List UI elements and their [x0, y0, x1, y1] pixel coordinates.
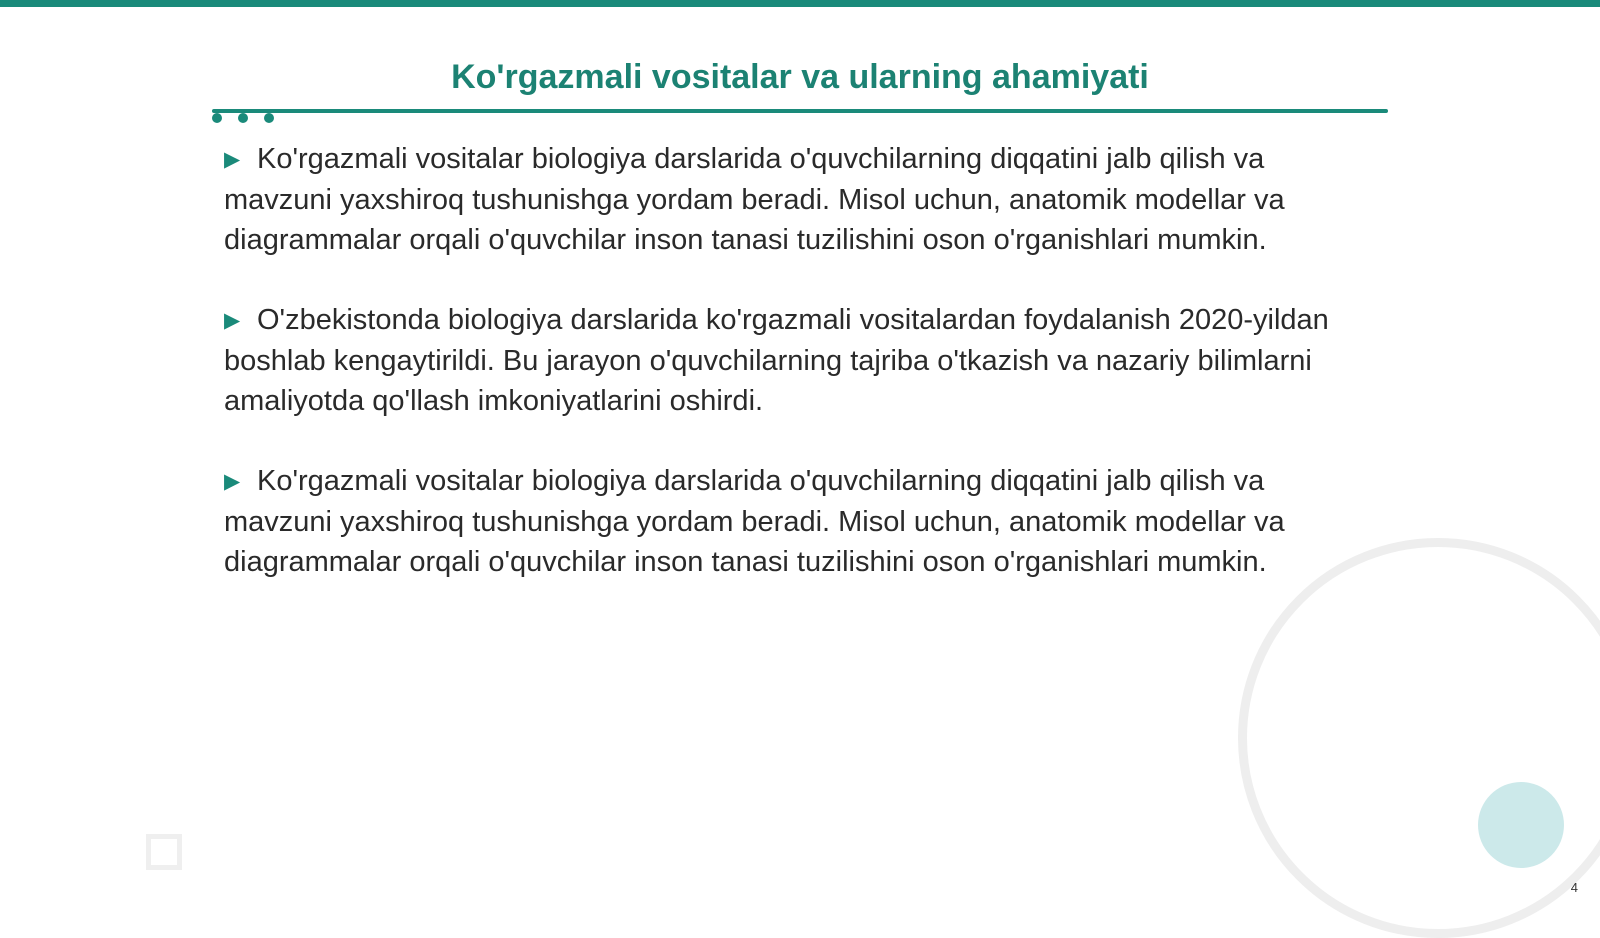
page-number: 4 [1570, 880, 1578, 895]
decorative-dot [212, 113, 222, 123]
bullet-item [224, 461, 1354, 582]
bullet-text: O'zbekistonda biologiya darslarida ko'rgazmali vositalardan foydalanish 2020-yildan boshlab kengaytirildi. Bu jarayon o'quvchilarning tajriba o'tkazish va nazariy bilimlarni amaliyotda qo'llash imkoniyatlarini oshirdi. [224, 304, 1329, 417]
decorative-square [146, 834, 182, 870]
triangle-bullet-icon: ▶ [224, 148, 241, 171]
bullet-text: Ko'rgazmali vositalar biologiya darslarida o'quvchilarning diqqatini jalb qilish va mavzuni yaxshiroq tushunishga yordam beradi. Misol uchun, anatomik modellar va diagrammalar orqali o'quvchilar inson tanasi tuzilishini oson o'rganishlari mumkin. [224, 143, 1285, 256]
slide-title: Ko'rgazmali vositalar va ularning ahamiyati [451, 58, 1149, 96]
triangle-bullet-icon: ▶ [224, 309, 241, 332]
triangle-bullet-icon: ▶ [224, 470, 241, 493]
bullet-text: Ko'rgazmali vositalar biologiya darslarida o'quvchilarning diqqatini jalb qilish va mavzuni yaxshiroq tushunishga yordam beradi. Misol uchun, anatomik modellar va diagrammalar orqali o'quvchilar inson tanasi tuzilishini oson o'rganishlari mumkin. [224, 465, 1285, 578]
bullet-list [224, 139, 1354, 622]
title-underline [212, 109, 1388, 113]
decorative-circle [1478, 782, 1564, 868]
decorative-dot [264, 113, 274, 123]
top-accent-bar [0, 0, 1600, 7]
bullet-item [224, 300, 1354, 421]
bullet-item [224, 139, 1354, 260]
decorative-dot [238, 113, 248, 123]
